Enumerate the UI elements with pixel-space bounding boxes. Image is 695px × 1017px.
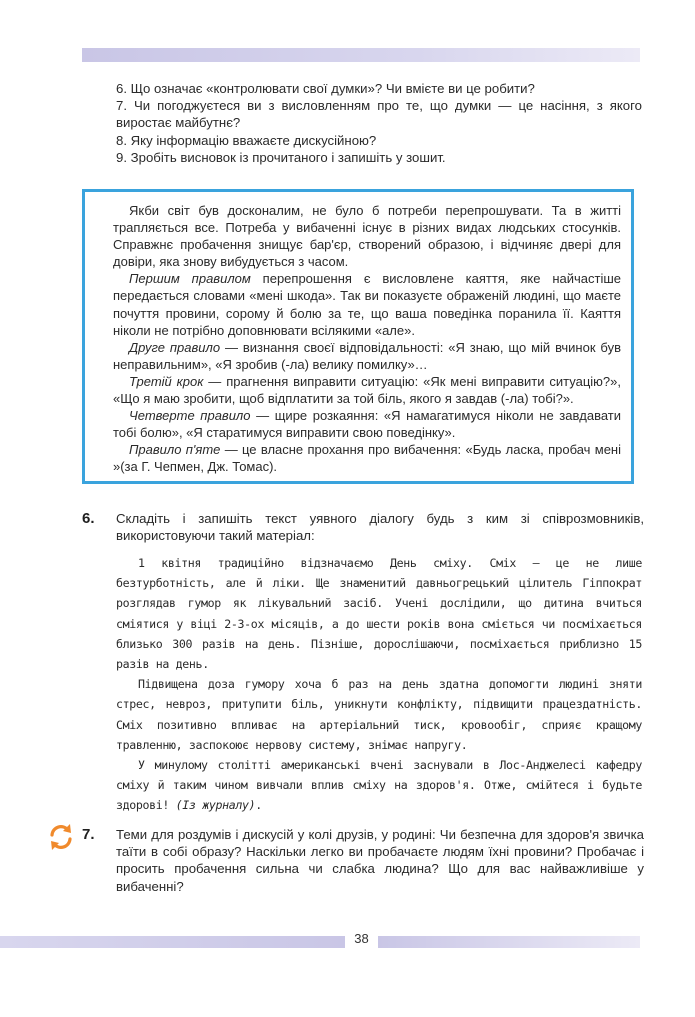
task-6-text: Складіть і запишіть текст уявного діалогу будь з ким зі співрозмовників, використовуючи такий матеріал: <box>116 511 644 544</box>
quote-rule-3 <box>113 373 621 407</box>
task-7-text: Теми для роздумів і дискусій у колі друзів, у родині: Чи безпечна для здоров'я звичка таїти в собі образу? Наскільки легко ви пробачаєте людям їхні провини? Пробачає і просить пробачення сильна чи слабка людина? Що для вас найважливіше у вибаченні? <box>116 827 644 894</box>
article-source: (Із журналу) <box>175 798 256 813</box>
quote-rule-5-label: Правило п'яте <box>129 442 221 458</box>
quote-intro: Якби світ був досконалим, не було б потреби перепрошувати. Та в житті трапляється все. Потреба у вибаченні існує в різних видах людських стосунків. Справжнє пробачення знищує бар'єр, створений образою, і відчиняє двері для довіри, яка знову вибудується з часом. <box>113 203 621 270</box>
question-6: 6. Що означає «контролювати свої думки»? Чи вмієте ви це робити? <box>116 81 535 96</box>
footer-band-left <box>0 936 345 948</box>
quote-rule-1-text: перепрошення є висловлене каяття, яке найчастіше передається словами «мені шкода». Так ви показуєте ображеній людині, що маєте почуття провини, сорому й болю за те, що ваша поведінка поранила її. Каяття ніколи не потрібно доповнювати всілякими «але». <box>113 271 621 338</box>
article-paragraph-2: Підвищена доза гумору хоча б раз на день здатна допомогти людині зняти стрес, невроз, притупити біль, уникнути конфлікту, підвищити працездатність. Сміх позитивно впливає на артеріальний тиск, кровообіг, сприяє кращому травленню, заспокоює нервову систему, знімає напругу. <box>116 677 642 752</box>
questions-list <box>116 80 642 166</box>
quote-rule-1-label: Першим правилом <box>129 271 251 287</box>
laughter-article <box>116 553 642 816</box>
task-7-number: 7. <box>82 826 95 843</box>
quote-rule-5-text: — це власне прохання про вибачення: «Будь ласка, пробач мені »(за Г. Чепмен, Дж. Томас). <box>113 442 621 475</box>
article-paragraph-3-end: . <box>255 798 262 813</box>
quote-rule-5 <box>113 441 621 475</box>
task-7 <box>82 826 644 895</box>
quote-rule-4 <box>113 407 621 441</box>
question-8: 8. Яку інформацію вважаєте дискусійною? <box>116 132 377 148</box>
quote-rule-4-text: — щире розкаяння: «Я намагатимуся ніколи не завдавати тобі болю», «Я старатимуся виправити свою поведінку». <box>113 408 621 441</box>
footer-band-right <box>378 936 640 948</box>
quote-rule-2-label: Друге правило <box>129 339 221 355</box>
quote-rule-3-text: — прагнення виправити ситуацію: «Як мені виправити ситуацію?», «Що я маю зробити, щоб відплатити за той біль, якого я завдав (-ла) тобі?». <box>113 373 621 407</box>
page-number: 38 <box>354 931 369 946</box>
quote-rule-2-text: — визнання своєї відповідальності: «Я знаю, що мій вчинок був неправильним», «Я зробив (-ла) велику помилку»… <box>113 339 621 372</box>
question-7: 7. Чи погоджуєтеся ви з висловленням про те, що думки — це насіння, з якого виростає майбутнє? <box>116 98 642 131</box>
task-6 <box>82 510 644 544</box>
quote-rule-3-label: Третій крок <box>129 373 204 389</box>
quote-rule-1 <box>113 270 621 338</box>
quote-rule-4-label: Четверте правило <box>129 408 251 424</box>
apology-rules-box <box>82 189 634 484</box>
quote-rule-2 <box>113 339 621 373</box>
question-9: 9. Зробіть висновок із прочитаного і запишіть у зошит. <box>116 149 446 165</box>
header-band <box>82 48 640 62</box>
article-paragraph-3-text: У минулому столітті американські вчені заснували в Лос-Анджелесі кафедру сміху й таким чином вивчали вплив сміху на здоров'я. Отже, смійтеся і будьте здорові! <box>116 758 642 813</box>
cycle-arrows-icon <box>46 822 76 852</box>
task-6-number: 6. <box>82 510 95 527</box>
article-paragraph-1: 1 квітня традиційно відзначаємо День сміху. Сміх — це не лише безтурботність, але й ліки. Ще знаменитий давньогрецький цілитель Гіппократ розглядав гумор як лікувальний засіб. Учені дослідили, що дитина вчиться сміятися у віці 2-3-ох місяців, а до шести років вона сміється чи посміхається близько 300 разів на день. Пізніше, дорослішаючи, посміхається приблизно 15 разів на день. <box>116 556 642 672</box>
article-paragraph-3 <box>116 755 642 816</box>
